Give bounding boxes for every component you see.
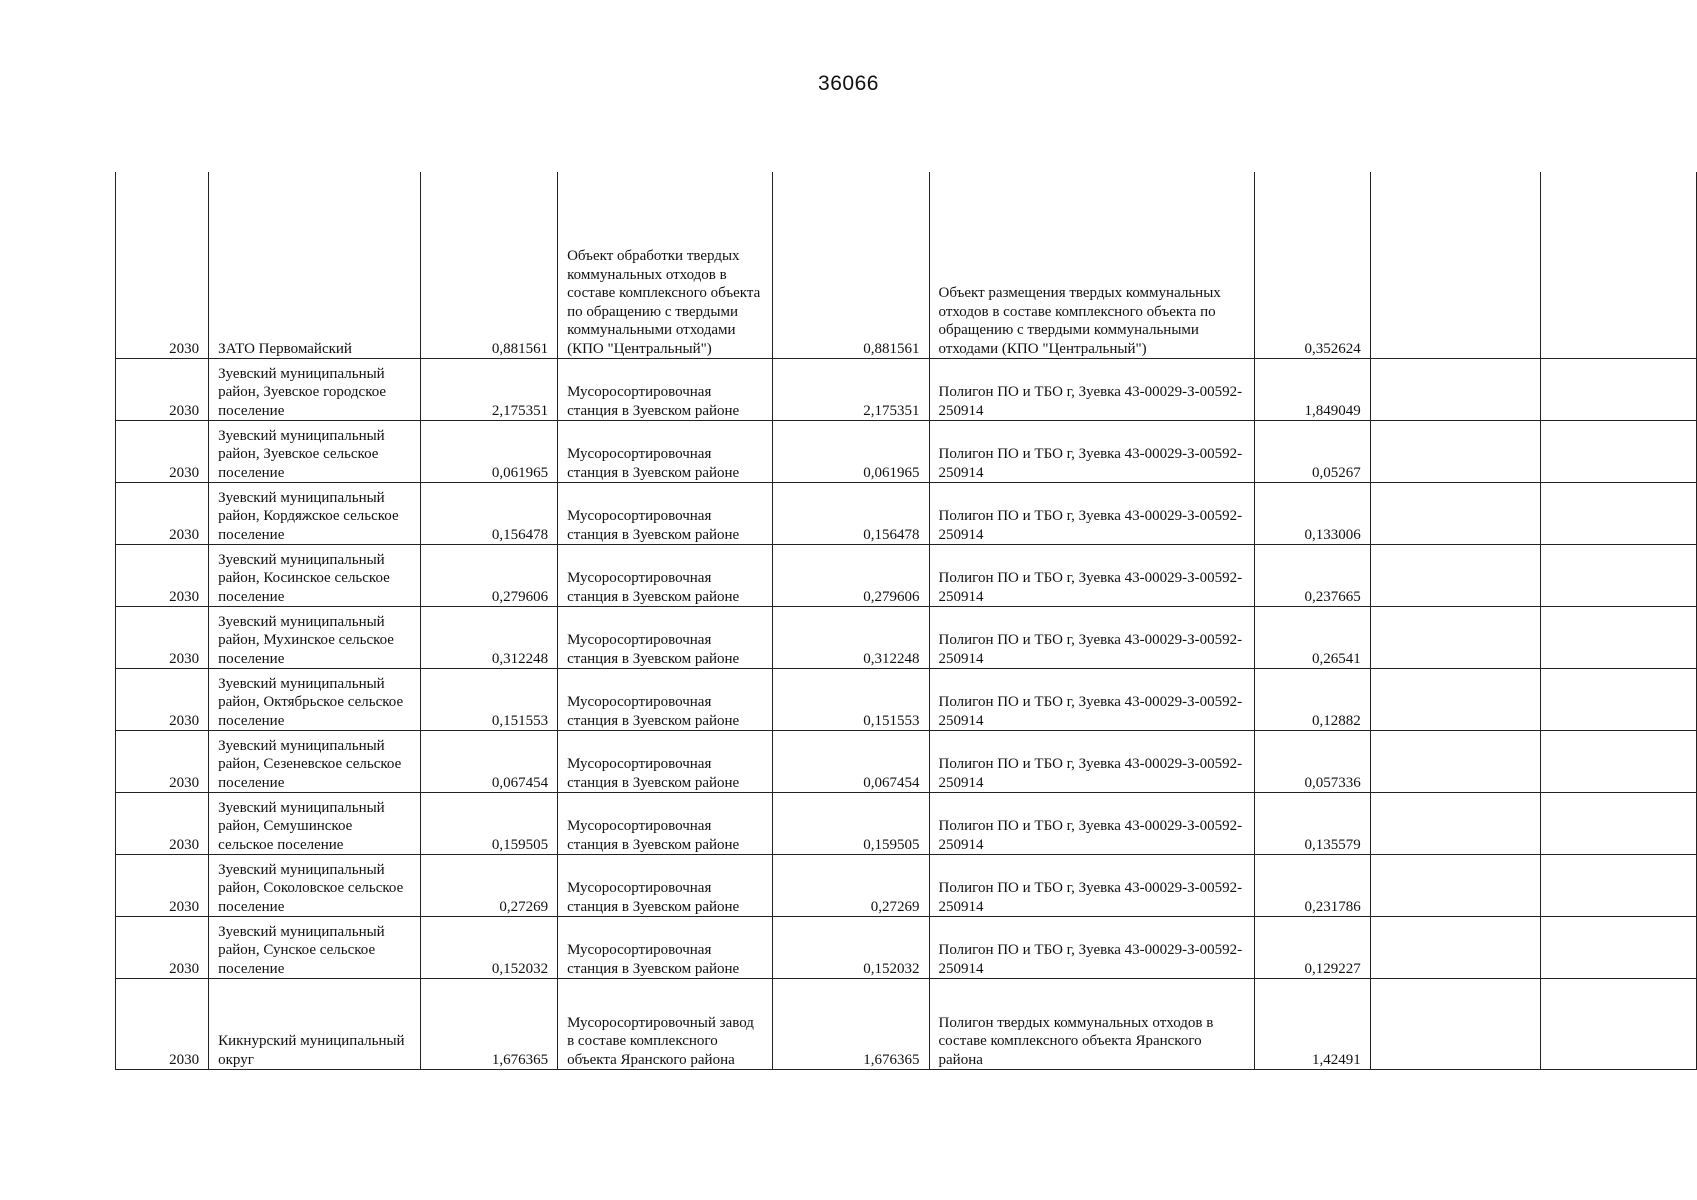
mass-placed-cell: 0,231786 [1255, 855, 1370, 917]
mass-generated-cell: 0,27269 [421, 855, 558, 917]
year-cell: 2030 [116, 731, 209, 793]
mass-generated-cell: 2,175351 [421, 359, 558, 421]
mass-generated-cell: 0,151553 [421, 669, 558, 731]
mass-placed-cell: 0,135579 [1255, 793, 1370, 855]
territory-cell: Зуевский муниципальный район, Мухинское сельское поселение [209, 607, 421, 669]
processing-object-cell: Мусоросортировочная станция в Зуевском районе [558, 731, 773, 793]
empty-cell [1540, 545, 1696, 607]
mass-processed-cell: 1,676365 [773, 979, 929, 1070]
processing-object-cell: Мусоросортировочная станция в Зуевском районе [558, 607, 773, 669]
empty-cell [1540, 917, 1696, 979]
table-row [116, 607, 1697, 669]
territory-cell: Зуевский муниципальный район, Зуевское городское поселение [209, 359, 421, 421]
placement-object-cell: Полигон ПО и ТБО г, Зуевка 43-00029-З-00592-250914 [929, 669, 1255, 731]
mass-generated-cell: 0,067454 [421, 731, 558, 793]
mass-placed-cell: 0,237665 [1255, 545, 1370, 607]
mass-generated-cell: 0,279606 [421, 545, 558, 607]
placement-object-cell: Полигон ПО и ТБО г, Зуевка 43-00029-З-00592-250914 [929, 483, 1255, 545]
mass-placed-cell: 0,133006 [1255, 483, 1370, 545]
table-row [116, 172, 1697, 359]
mass-processed-cell: 0,152032 [773, 917, 929, 979]
year-cell: 2030 [116, 793, 209, 855]
territory-cell: Зуевский муниципальный район, Сунское сельское поселение [209, 917, 421, 979]
processing-object-cell: Мусоросортировочная станция в Зуевском районе [558, 855, 773, 917]
processing-object-cell: Мусоросортировочная станция в Зуевском районе [558, 545, 773, 607]
empty-cell [1370, 421, 1540, 483]
year-cell: 2030 [116, 483, 209, 545]
year-cell: 2030 [116, 917, 209, 979]
processing-object-cell: Мусоросортировочная станция в Зуевском районе [558, 669, 773, 731]
territory-cell: Зуевский муниципальный район, Кордяжское сельское поселение [209, 483, 421, 545]
mass-processed-cell: 0,067454 [773, 731, 929, 793]
page-number: 36066 [818, 72, 879, 95]
processing-object-cell: Мусоросортировочная станция в Зуевском районе [558, 483, 773, 545]
table-row [116, 731, 1697, 793]
territory-cell: Зуевский муниципальный район, Сезеневское сельское поселение [209, 731, 421, 793]
mass-processed-cell: 0,881561 [773, 172, 929, 359]
empty-cell [1370, 793, 1540, 855]
empty-cell [1540, 483, 1696, 545]
empty-cell [1370, 855, 1540, 917]
table-row [116, 793, 1697, 855]
empty-cell [1540, 421, 1696, 483]
empty-cell [1370, 607, 1540, 669]
processing-object-cell: Мусоросортировочная станция в Зуевском районе [558, 793, 773, 855]
table-row [116, 421, 1697, 483]
empty-cell [1370, 669, 1540, 731]
mass-processed-cell: 0,061965 [773, 421, 929, 483]
placement-object-cell: Полигон ПО и ТБО г, Зуевка 43-00029-З-00592-250914 [929, 359, 1255, 421]
placement-object-cell: Полигон ПО и ТБО г, Зуевка 43-00029-З-00592-250914 [929, 793, 1255, 855]
empty-cell [1540, 979, 1696, 1070]
mass-generated-cell: 0,061965 [421, 421, 558, 483]
mass-processed-cell: 0,279606 [773, 545, 929, 607]
empty-cell [1370, 545, 1540, 607]
empty-cell [1540, 855, 1696, 917]
mass-processed-cell: 0,312248 [773, 607, 929, 669]
processing-object-cell: Объект обработки твердых коммунальных отходов в составе комплексного объекта по обращению с твердыми коммунальными отходами (КПО "Центральный") [558, 172, 773, 359]
mass-generated-cell: 0,152032 [421, 917, 558, 979]
processing-object-cell: Мусоросортировочный завод в составе комплексного объекта Яранского района [558, 979, 773, 1070]
table-row [116, 669, 1697, 731]
placement-object-cell: Полигон ПО и ТБО г, Зуевка 43-00029-З-00592-250914 [929, 607, 1255, 669]
placement-object-cell: Полигон ПО и ТБО г, Зуевка 43-00029-З-00592-250914 [929, 855, 1255, 917]
mass-generated-cell: 0,156478 [421, 483, 558, 545]
mass-placed-cell: 0,05267 [1255, 421, 1370, 483]
empty-cell [1370, 917, 1540, 979]
territory-cell: Зуевский муниципальный район, Косинское сельское поселение [209, 545, 421, 607]
mass-processed-cell: 0,159505 [773, 793, 929, 855]
table-row [116, 979, 1697, 1070]
year-cell: 2030 [116, 421, 209, 483]
waste-flow-table [115, 172, 1697, 1070]
mass-placed-cell: 0,12882 [1255, 669, 1370, 731]
year-cell: 2030 [116, 979, 209, 1070]
year-cell: 2030 [116, 607, 209, 669]
empty-cell [1540, 793, 1696, 855]
territory-cell: Зуевский муниципальный район, Соколовское сельское поселение [209, 855, 421, 917]
empty-cell [1370, 172, 1540, 359]
mass-generated-cell: 0,159505 [421, 793, 558, 855]
mass-processed-cell: 0,27269 [773, 855, 929, 917]
processing-object-cell: Мусоросортировочная станция в Зуевском районе [558, 359, 773, 421]
territory-cell: Зуевский муниципальный район, Октябрьское сельское поселение [209, 669, 421, 731]
empty-cell [1540, 359, 1696, 421]
table-row [116, 545, 1697, 607]
empty-cell [1370, 483, 1540, 545]
placement-object-cell: Полигон ПО и ТБО г, Зуевка 43-00029-З-00592-250914 [929, 917, 1255, 979]
placement-object-cell: Объект размещения твердых коммунальных отходов в составе комплексного объекта по обращению с твердыми коммунальными отходами (КПО "Центральный") [929, 172, 1255, 359]
empty-cell [1540, 731, 1696, 793]
year-cell: 2030 [116, 669, 209, 731]
mass-processed-cell: 2,175351 [773, 359, 929, 421]
placement-object-cell: Полигон ПО и ТБО г, Зуевка 43-00029-З-00592-250914 [929, 421, 1255, 483]
year-cell: 2030 [116, 545, 209, 607]
table-row [116, 917, 1697, 979]
mass-placed-cell: 0,057336 [1255, 731, 1370, 793]
table-row [116, 359, 1697, 421]
placement-object-cell: Полигон твердых коммунальных отходов в составе комплексного объекта Яранского района [929, 979, 1255, 1070]
territory-cell: Зуевский муниципальный район, Зуевское сельское поселение [209, 421, 421, 483]
year-cell: 2030 [116, 359, 209, 421]
empty-cell [1370, 359, 1540, 421]
empty-cell [1370, 731, 1540, 793]
empty-cell [1540, 607, 1696, 669]
mass-placed-cell: 0,352624 [1255, 172, 1370, 359]
mass-placed-cell: 0,129227 [1255, 917, 1370, 979]
mass-processed-cell: 0,151553 [773, 669, 929, 731]
mass-processed-cell: 0,156478 [773, 483, 929, 545]
placement-object-cell: Полигон ПО и ТБО г, Зуевка 43-00029-З-00592-250914 [929, 545, 1255, 607]
table-body [116, 172, 1697, 1070]
processing-object-cell: Мусоросортировочная станция в Зуевском районе [558, 917, 773, 979]
empty-cell [1540, 172, 1696, 359]
territory-cell: Кикнурский муниципальный округ [209, 979, 421, 1070]
mass-generated-cell: 0,312248 [421, 607, 558, 669]
territory-cell: Зуевский муниципальный район, Семушинское сельское поселение [209, 793, 421, 855]
mass-generated-cell: 1,676365 [421, 979, 558, 1070]
table-row [116, 855, 1697, 917]
table-row [116, 483, 1697, 545]
empty-cell [1370, 979, 1540, 1070]
mass-placed-cell: 1,42491 [1255, 979, 1370, 1070]
mass-placed-cell: 1,849049 [1255, 359, 1370, 421]
year-cell: 2030 [116, 172, 209, 359]
placement-object-cell: Полигон ПО и ТБО г, Зуевка 43-00029-З-00592-250914 [929, 731, 1255, 793]
mass-generated-cell: 0,881561 [421, 172, 558, 359]
processing-object-cell: Мусоросортировочная станция в Зуевском районе [558, 421, 773, 483]
territory-cell: ЗАТО Первомайский [209, 172, 421, 359]
mass-placed-cell: 0,26541 [1255, 607, 1370, 669]
empty-cell [1540, 669, 1696, 731]
year-cell: 2030 [116, 855, 209, 917]
